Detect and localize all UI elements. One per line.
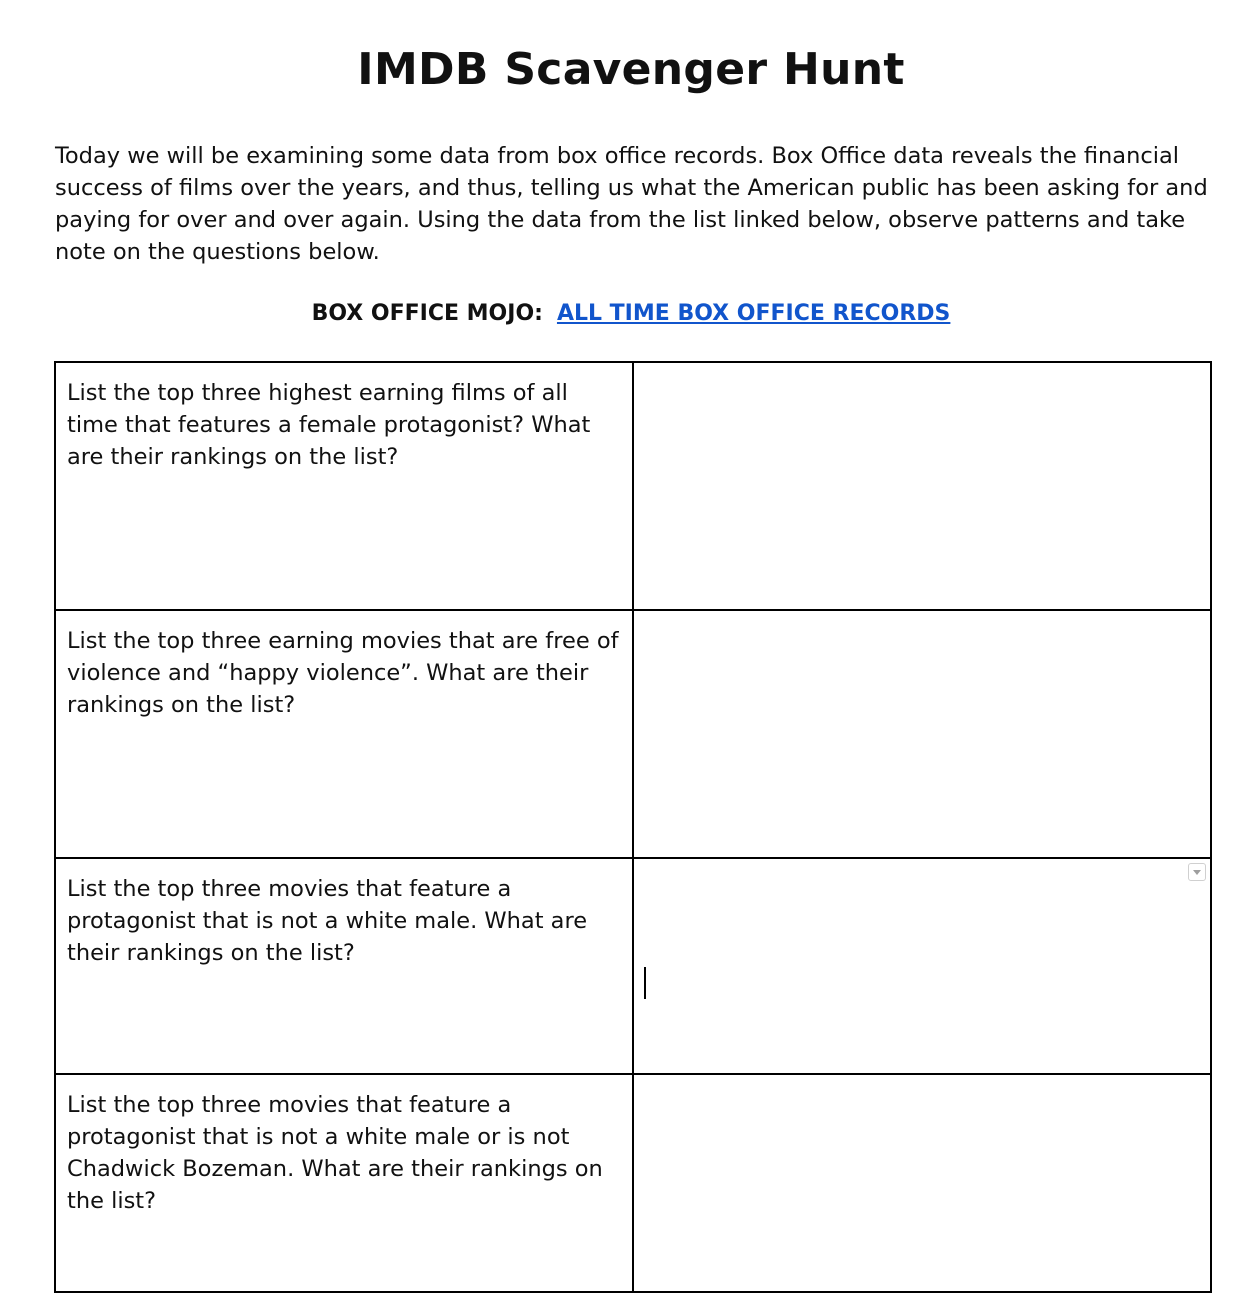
answer-cell[interactable] [633, 1074, 1211, 1292]
answer-input[interactable] [634, 1075, 1210, 1291]
question-cell [55, 362, 633, 610]
question-cell [55, 1074, 633, 1292]
question-text: List the top three earning movies that are free of violence and “happy violence”. What are their rankings on the list? [67, 628, 619, 718]
question-cell [55, 858, 633, 1074]
question-row [55, 1074, 1211, 1292]
document-title: IMDB Scavenger Hunt [357, 44, 905, 95]
question-text: List the top three movies that feature a protagonist that is not a white male. What are their rankings on the list? [67, 876, 588, 966]
answer-input[interactable] [634, 363, 1210, 609]
text-cursor [644, 967, 646, 999]
question-cell [55, 610, 633, 858]
source-label: BOX OFFICE MOJO: [311, 301, 543, 326]
answer-input[interactable] [634, 611, 1210, 857]
questions-table [54, 361, 1212, 1293]
question-row [55, 858, 1211, 1074]
answer-cell-active[interactable] [633, 858, 1211, 1074]
intro-paragraph: Today we will be examining some data from box office records. Box Office data reveals the financial success of films over the years, and thus, telling us what the American public has been asking for and paying for over and over again. Using the data from the list linked below, observe patterns and take note on the questions below. [55, 143, 1208, 265]
box-office-records-link[interactable]: ALL TIME BOX OFFICE RECORDS [556, 301, 951, 326]
question-row [55, 610, 1211, 858]
answer-cell[interactable] [633, 610, 1211, 858]
question-text: List the top three highest earning films of all time that features a female protagonist? What are their rankings on the list? [67, 380, 591, 470]
answer-cell[interactable] [633, 362, 1211, 610]
source-line [0, 298, 1234, 330]
question-row [55, 362, 1211, 610]
question-text: List the top three movies that feature a protagonist that is not a white male or is not Chadwick Bozeman. What are their rankings on the list? [67, 1092, 603, 1214]
cell-dropdown-icon[interactable] [1188, 863, 1206, 881]
answer-input[interactable] [634, 859, 1210, 1073]
